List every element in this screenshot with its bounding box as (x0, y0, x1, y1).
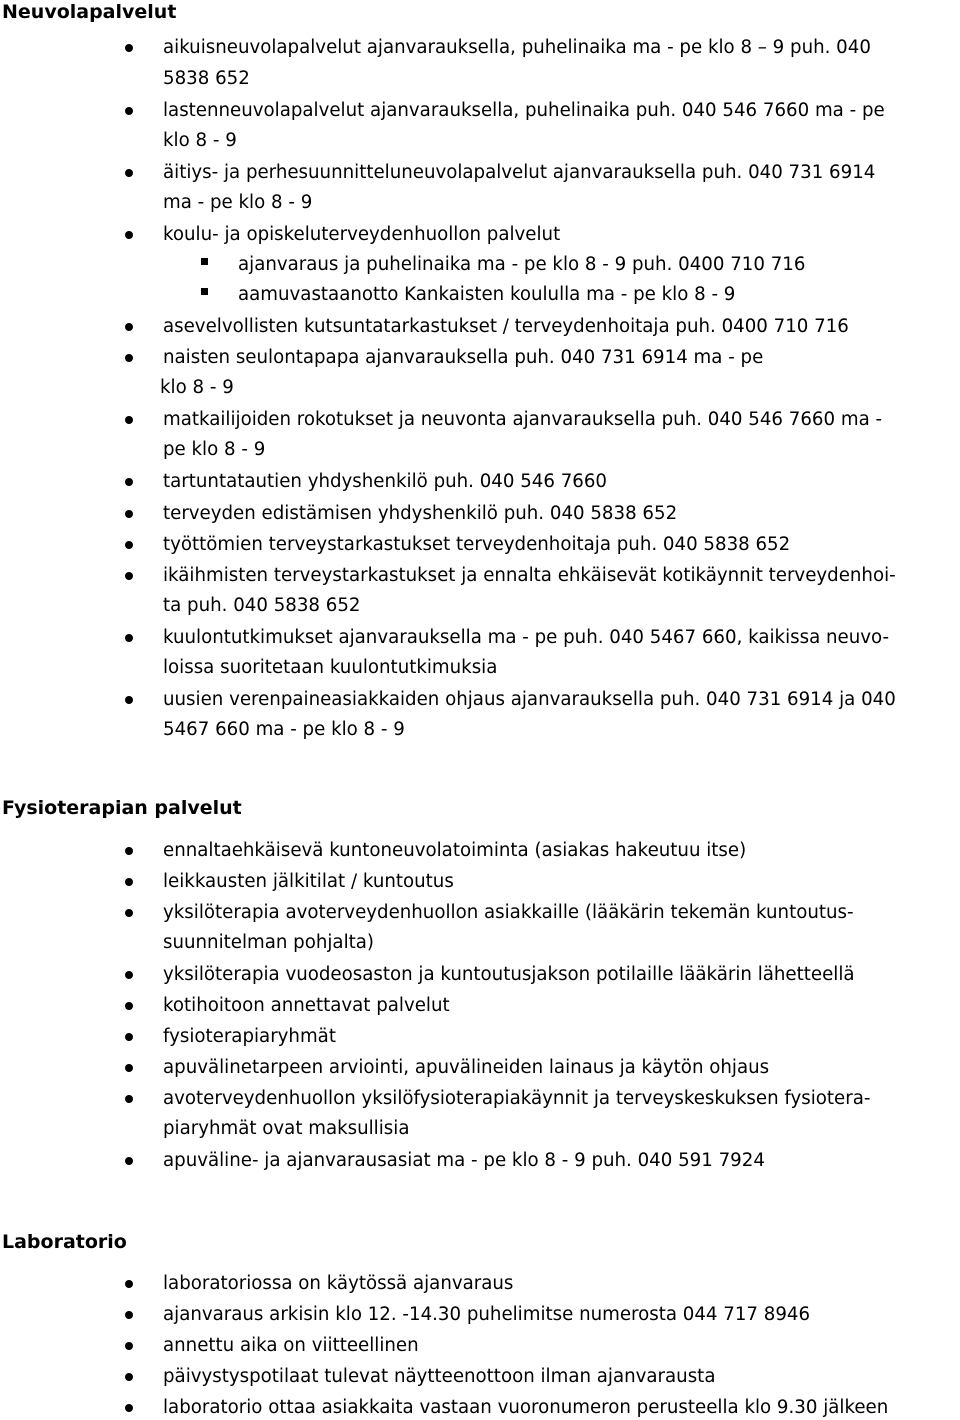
bullet-icon (125, 416, 133, 424)
list-item: apuvälinetarpeen arviointi, apuvälineiden lainaus ja käytön ohjaus (163, 1057, 770, 1078)
section-heading: Fysioterapian palvelut (2, 797, 242, 819)
list-item-continuation: klo 8 - 9 (160, 377, 234, 398)
list-item-continuation: ta puh. 040 5838 652 (163, 595, 361, 616)
bullet-icon (125, 1280, 133, 1288)
bullet-icon (125, 44, 133, 52)
list-item: aikuisneuvolapalvelut ajanvarauksella, puhelinaika ma - pe klo 8 – 9 puh. 040 (163, 37, 871, 58)
list-item-continuation: ma - pe klo 8 - 9 (163, 192, 313, 213)
bullet-icon (125, 1033, 133, 1041)
bullet-icon (125, 1157, 133, 1165)
list-item-continuation: 5467 660 ma - pe klo 8 - 9 (163, 719, 405, 740)
list-item-continuation: suunnitelman pohjalta) (163, 932, 375, 953)
list-item: yksilöterapia avoterveydenhuollon asiakkaille (lääkärin tekemän kuntoutus- (163, 902, 854, 923)
section-heading: Laboratorio (2, 1231, 127, 1253)
list-item: ikäihmisten terveystarkastukset ja ennalta ehkäisevät kotikäynnit terveydenhoi- (163, 565, 896, 586)
list-item-continuation: loissa suoritetaan kuulontutkimuksia (163, 657, 498, 678)
list-item: työttömien terveystarkastukset terveydenhoitaja puh. 040 5838 652 (163, 534, 791, 555)
bullet-icon (125, 323, 133, 331)
list-item: laboratorio ottaa asiakkaita vastaan vuoronumeron perusteella klo 9.30 jälkeen (163, 1397, 889, 1418)
list-item: päivystyspotilaat tulevat näytteenottoon ilman ajanvarausta (163, 1366, 716, 1387)
bullet-icon (125, 1404, 133, 1412)
bullet-icon (125, 354, 133, 362)
square-bullet-icon (201, 258, 208, 265)
list-item-continuation: 5838 652 (163, 68, 250, 89)
list-item-continuation: pe klo 8 - 9 (163, 439, 266, 460)
list-item: asevelvollisten kutsuntatarkastukset / terveydenhoitaja puh. 0400 710 716 (163, 316, 849, 337)
list-item-continuation: klo 8 - 9 (163, 130, 237, 151)
list-item: apuväline- ja ajanvarausasiat ma - pe klo 8 - 9 puh. 040 591 7924 (163, 1150, 765, 1171)
list-item: tartuntatautien yhdyshenkilö puh. 040 546 7660 (163, 471, 608, 492)
list-item: fysioterapiaryhmät (163, 1026, 336, 1047)
list-item: lastenneuvolapalvelut ajanvarauksella, puhelinaika puh. 040 546 7660 ma - pe (163, 100, 885, 121)
bullet-icon (125, 478, 133, 486)
bullet-icon (125, 510, 133, 518)
list-item: naisten seulontapapa ajanvarauksella puh. 040 731 6914 ma - pe (163, 347, 764, 368)
list-item: terveyden edistämisen yhdyshenkilö puh. 040 5838 652 (163, 503, 678, 524)
bullet-icon (125, 1002, 133, 1010)
list-item: kotihoitoon annettavat palvelut (163, 995, 450, 1016)
bullet-icon (125, 1064, 133, 1072)
bullet-icon (125, 696, 133, 704)
list-item: kuulontutkimukset ajanvarauksella ma - pe puh. 040 5467 660, kaikissa neuvo- (163, 627, 890, 648)
square-bullet-icon (201, 288, 208, 295)
bullet-icon (125, 847, 133, 855)
list-item-continuation: piaryhmät ovat maksullisia (163, 1118, 410, 1139)
list-item: ennaltaehkäisevä kuntoneuvolatoiminta (asiakas hakeutuu itse) (163, 840, 747, 861)
bullet-icon (125, 231, 133, 239)
list-item: laboratoriossa on käytössä ajanvaraus (163, 1273, 514, 1294)
list-item: yksilöterapia vuodeosaston ja kuntoutusjakson potilaille lääkärin lähetteellä (163, 964, 855, 985)
list-item: avoterveydenhuollon yksilöfysioterapiakäynnit ja terveyskeskuksen fysiotera- (163, 1088, 871, 1109)
list-item: ajanvaraus arkisin klo 12. -14.30 puhelimitse numerosta 044 717 8946 (163, 1304, 811, 1325)
list-item: uusien verenpaineasiakkaiden ohjaus ajanvarauksella puh. 040 731 6914 ja 040 (163, 689, 896, 710)
bullet-icon (125, 107, 133, 115)
list-item: annettu aika on viitteellinen (163, 1335, 419, 1356)
bullet-icon (125, 1095, 133, 1103)
list-item: koulu- ja opiskeluterveydenhuollon palvelut (163, 224, 561, 245)
bullet-icon (125, 1311, 133, 1319)
sub-list-item: aamuvastaanotto Kankaisten koululla ma - pe klo 8 - 9 (238, 284, 736, 305)
bullet-icon (125, 971, 133, 979)
bullet-icon (125, 541, 133, 549)
list-item: matkailijoiden rokotukset ja neuvonta ajanvarauksella puh. 040 546 7660 ma - (163, 409, 883, 430)
list-item: leikkausten jälkitilat / kuntoutus (163, 871, 454, 892)
bullet-icon (125, 1342, 133, 1350)
section-heading: Neuvolapalvelut (2, 1, 177, 23)
bullet-icon (125, 634, 133, 642)
bullet-icon (125, 169, 133, 177)
list-item: äitiys- ja perhesuunnitteluneuvolapalvelut ajanvarauksella puh. 040 731 6914 (163, 162, 876, 183)
sub-list-item: ajanvaraus ja puhelinaika ma - pe klo 8 - 9 puh. 0400 710 716 (238, 254, 806, 275)
bullet-icon (125, 572, 133, 580)
bullet-icon (125, 878, 133, 886)
bullet-icon (125, 909, 133, 917)
bullet-icon (125, 1373, 133, 1381)
